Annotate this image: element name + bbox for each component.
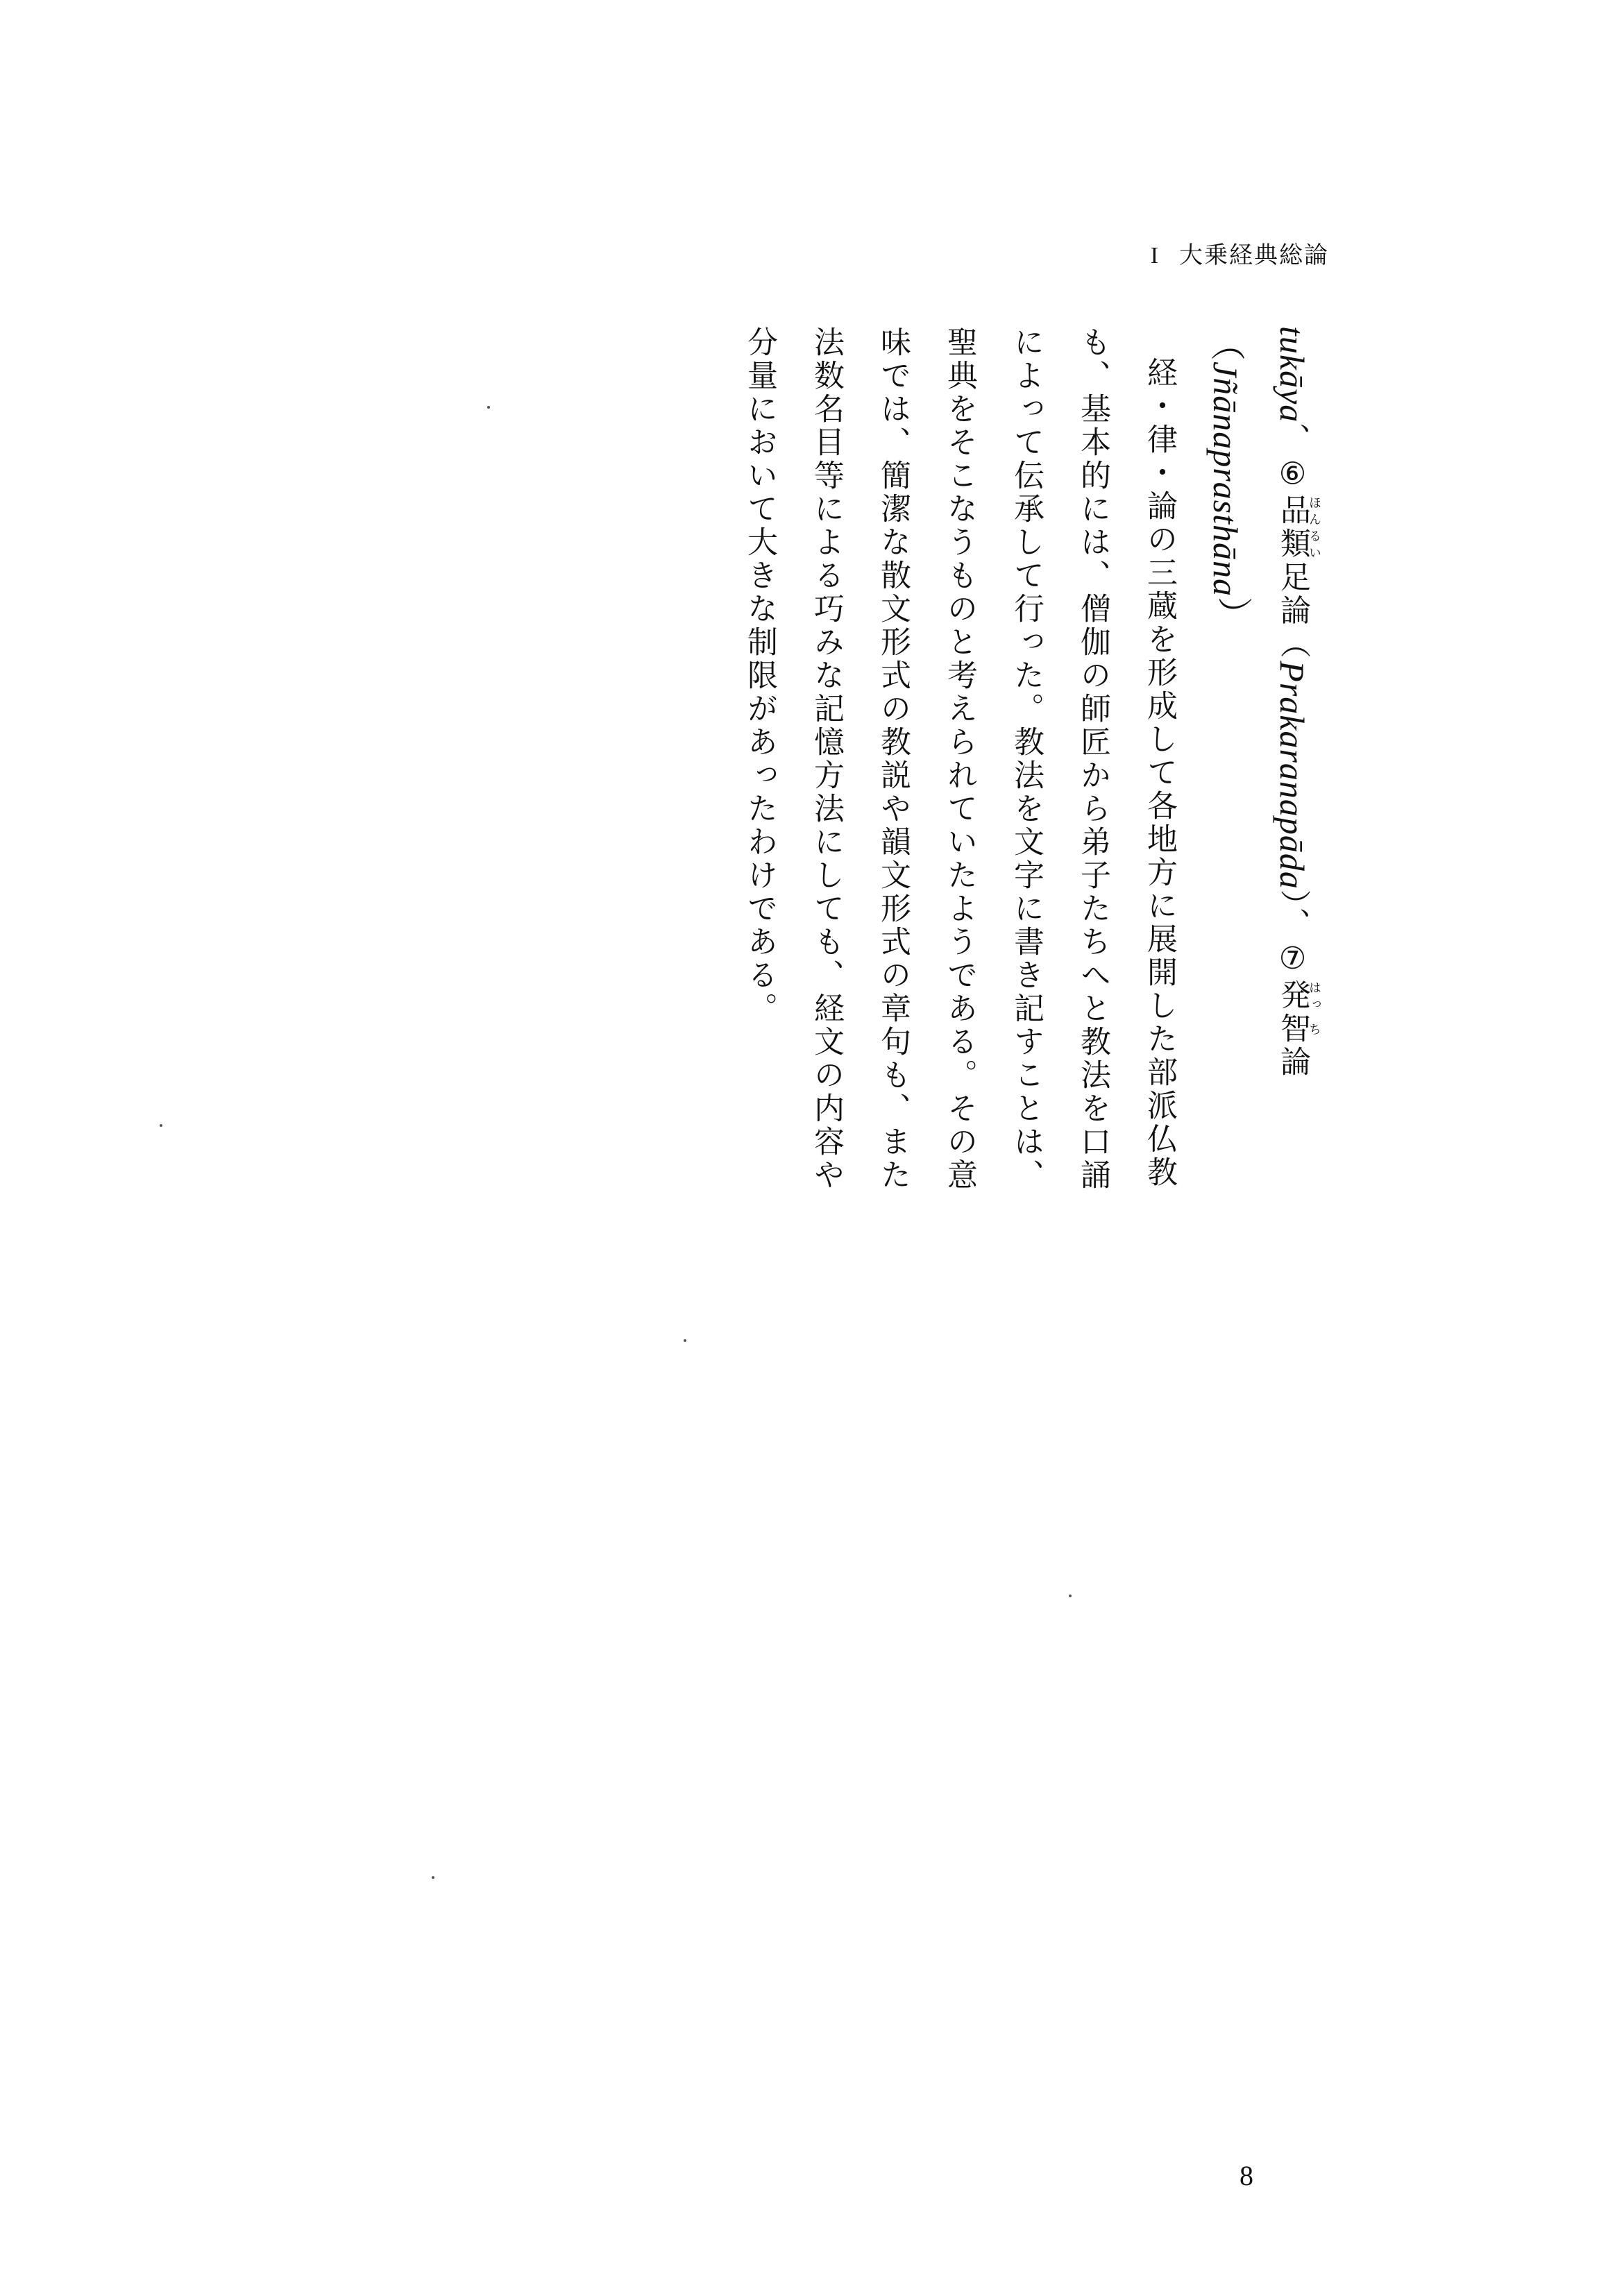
page-number: 8 [1240,2160,1253,2191]
scan-speck [487,406,490,409]
ruby-hatsu: 発はっ [1275,978,1321,1012]
running-head [1151,236,1329,270]
text-line-4: も、基本的には、僧伽の師匠から弟子たちへと教法を口誦 [1075,326,1110,1192]
vertical-body-text [726,326,1326,1228]
term-ron: 論 [1275,1045,1310,1079]
chapter-title: 大乗経典総論 [1179,241,1329,269]
circled-number-7: ⑦ [1275,940,1310,979]
close-paren: ）、 [1275,889,1310,941]
text-line-3: 経・律・論の三蔵を形成して各地方に展開した部派仏教 [1142,357,1177,1189]
text-line-8: 法数名目等による巧みな記憶方法にしても、経文の内容や [809,326,844,1192]
open-paren: （ [1275,627,1310,661]
text-line-1 [1259,326,1326,1228]
scan-speck [432,1876,434,1879]
text-line-9: 分量において大きな制限があったわけである。 [742,326,777,1026]
scan-speck [684,1339,686,1342]
scan-speck [160,1124,162,1127]
latin-term-prakaranapada: Prakaranapāda [1273,661,1312,890]
text-line-2: （Jñānaprasthāna） [1206,326,1245,632]
comma: 、 [1275,423,1310,457]
text-line-6: 聖典をそこなうものと考えられていたようである。その意 [942,326,977,1192]
scan-speck [1069,1595,1072,1597]
ruby-hon: 品ほん [1275,494,1321,528]
text-line-7: 味では、簡潔な散文形式の教説や韻文形式の章句も、また [875,326,911,1192]
latin-term-tukaya: tukāya [1273,326,1312,423]
chapter-numeral: I [1150,243,1160,269]
circled-number-6: ⑥ [1275,456,1310,495]
ruby-rui: 類るい [1275,527,1321,561]
ruby-chi: 智ち [1275,1012,1321,1046]
text-line-5: によって伝承して行った。教法を文字に書き記すことは、 [1008,326,1044,1192]
term-sokuron: 足論 [1275,561,1310,628]
